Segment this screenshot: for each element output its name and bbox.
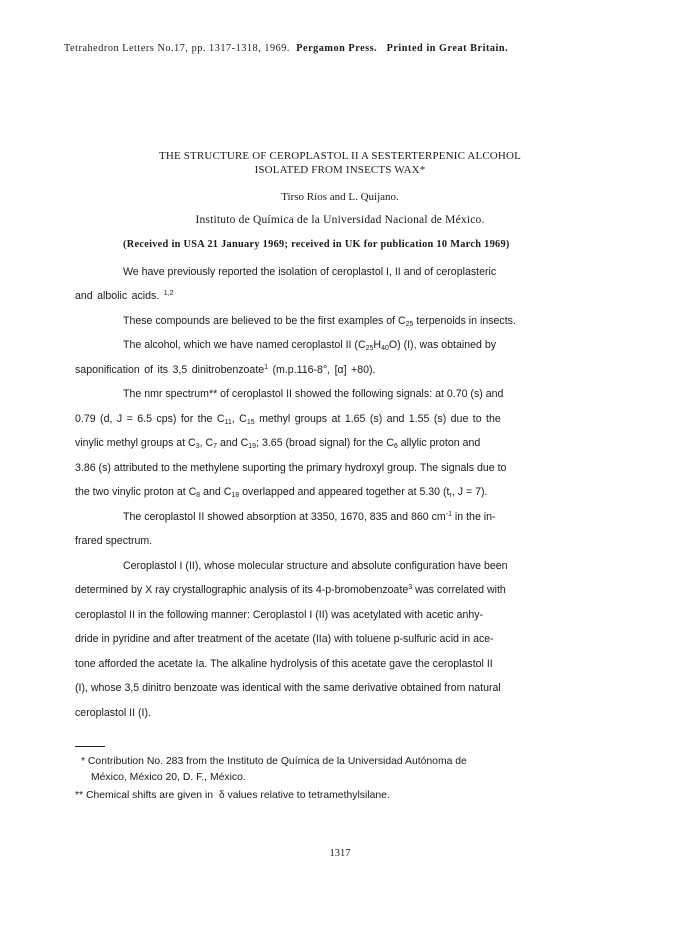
body-line: ceroplastol II in the following manner: Ceroplastol I (II) was acetylated with acetic anhy- [75,609,484,621]
body-line: We have previously reported the isolation of ceroplastol I, II and of ceroplasteric [123,266,497,278]
body-line: vinylic methyl groups at C3, C7 and C19; 3.65 (broad signal) for the C6 allylic proton and [75,437,481,450]
footnote-contribution-cont: México, México 20, D. F., México. [91,772,246,783]
running-header [64,43,664,54]
footnote-contribution: * Contribution No. 283 from the Instituto de Química de la Universidad Autónoma de [81,756,467,767]
reference-superscript: 1 [264,364,269,371]
body-line: and albolic acids. $^{1,2}$ [75,290,174,302]
publisher: Pergamon Press. [296,43,378,54]
footnote-divider [75,746,105,747]
body-line: These compounds are believed to be the first examples of C25 terpenoids in insects. [123,315,516,328]
body-line: The ceroplastol II showed absorption at 3350, 1670, 835 and 860 $cm^{-1}$ in the in- [123,511,496,523]
footnote-chemical-shifts: ** Chemical shifts are given in δ values relative to tetramethylsilane. [75,790,390,801]
body-line: ceroplastol II (I). [75,707,151,719]
reference-superscript: 1,2 [163,290,174,297]
body-line: The alcohol, which we have named ceroplastol II (C25H40O) (I), was obtained by [123,339,497,352]
body-line: Ceroplastol I (II), whose molecular structure and absolute configuration have been [123,560,508,572]
received-dates: (Received in USA 21 January 1969; received in UK for publication 10 March 1969) [123,239,510,250]
article-title-line-1: THE STRUCTURE OF CEROPLASTOL II A SESTERTERPENIC ALCOHOL [159,150,521,162]
body-line: (I), whose 3,5 dinitro benzoate was identical with the same derivative obtained from natural [75,682,501,694]
delta-symbol: δ [218,790,225,801]
printed-note: Printed in Great Britain. [386,43,509,54]
body-line: dride in pyridine and after treatment of the acetate (IIa) with toluene p-sulfuric acid in ace- [75,633,494,645]
body-line: 3.86 (s) attributed to the methylene suporting the primary hydroxyl group. The signals due to [75,462,507,474]
article-title-line-2: ISOLATED FROM INSECTS WAX* [254,164,426,176]
reference-superscript: 3 [408,584,413,591]
body-line: the two vinylic proton at C8 and C18 overlapped and appeared together at 5.30 (tr, J = 7). [75,486,488,499]
authors: Tirso Ríos and L. Quijano. [281,191,399,203]
affiliation: Instituto de Química de la Universidad Nacional de México. [195,214,485,226]
body-line: The nmr spectrum** of ceroplastol II showed the following signals: at 0.70 (s) and [123,388,504,400]
body-line: tone afforded the acetate Ia. The alkaline hydrolysis of this acetate gave the ceroplastol II [75,658,493,670]
body-line: 0.79 (d, J = 6.5 cps) for the C11, C15 methyl groups at 1.65 (s) and 1.55 (s) due to the [75,413,501,426]
body-line: frared spectrum. [75,535,153,547]
journal-citation: Tetrahedron Letters No.17, pp. 1317-1318, 1969. [64,43,291,54]
body-line: saponification of its 3,5 dinitrobenzoate$^1$ (m.p.116-8°, [α] +80). [75,364,376,376]
page-number: 1317 [329,848,351,859]
body-line: determined by X ray crystallographic analysis of its 4-p-bromobenzoate$^3$ was correlated with [75,584,506,596]
